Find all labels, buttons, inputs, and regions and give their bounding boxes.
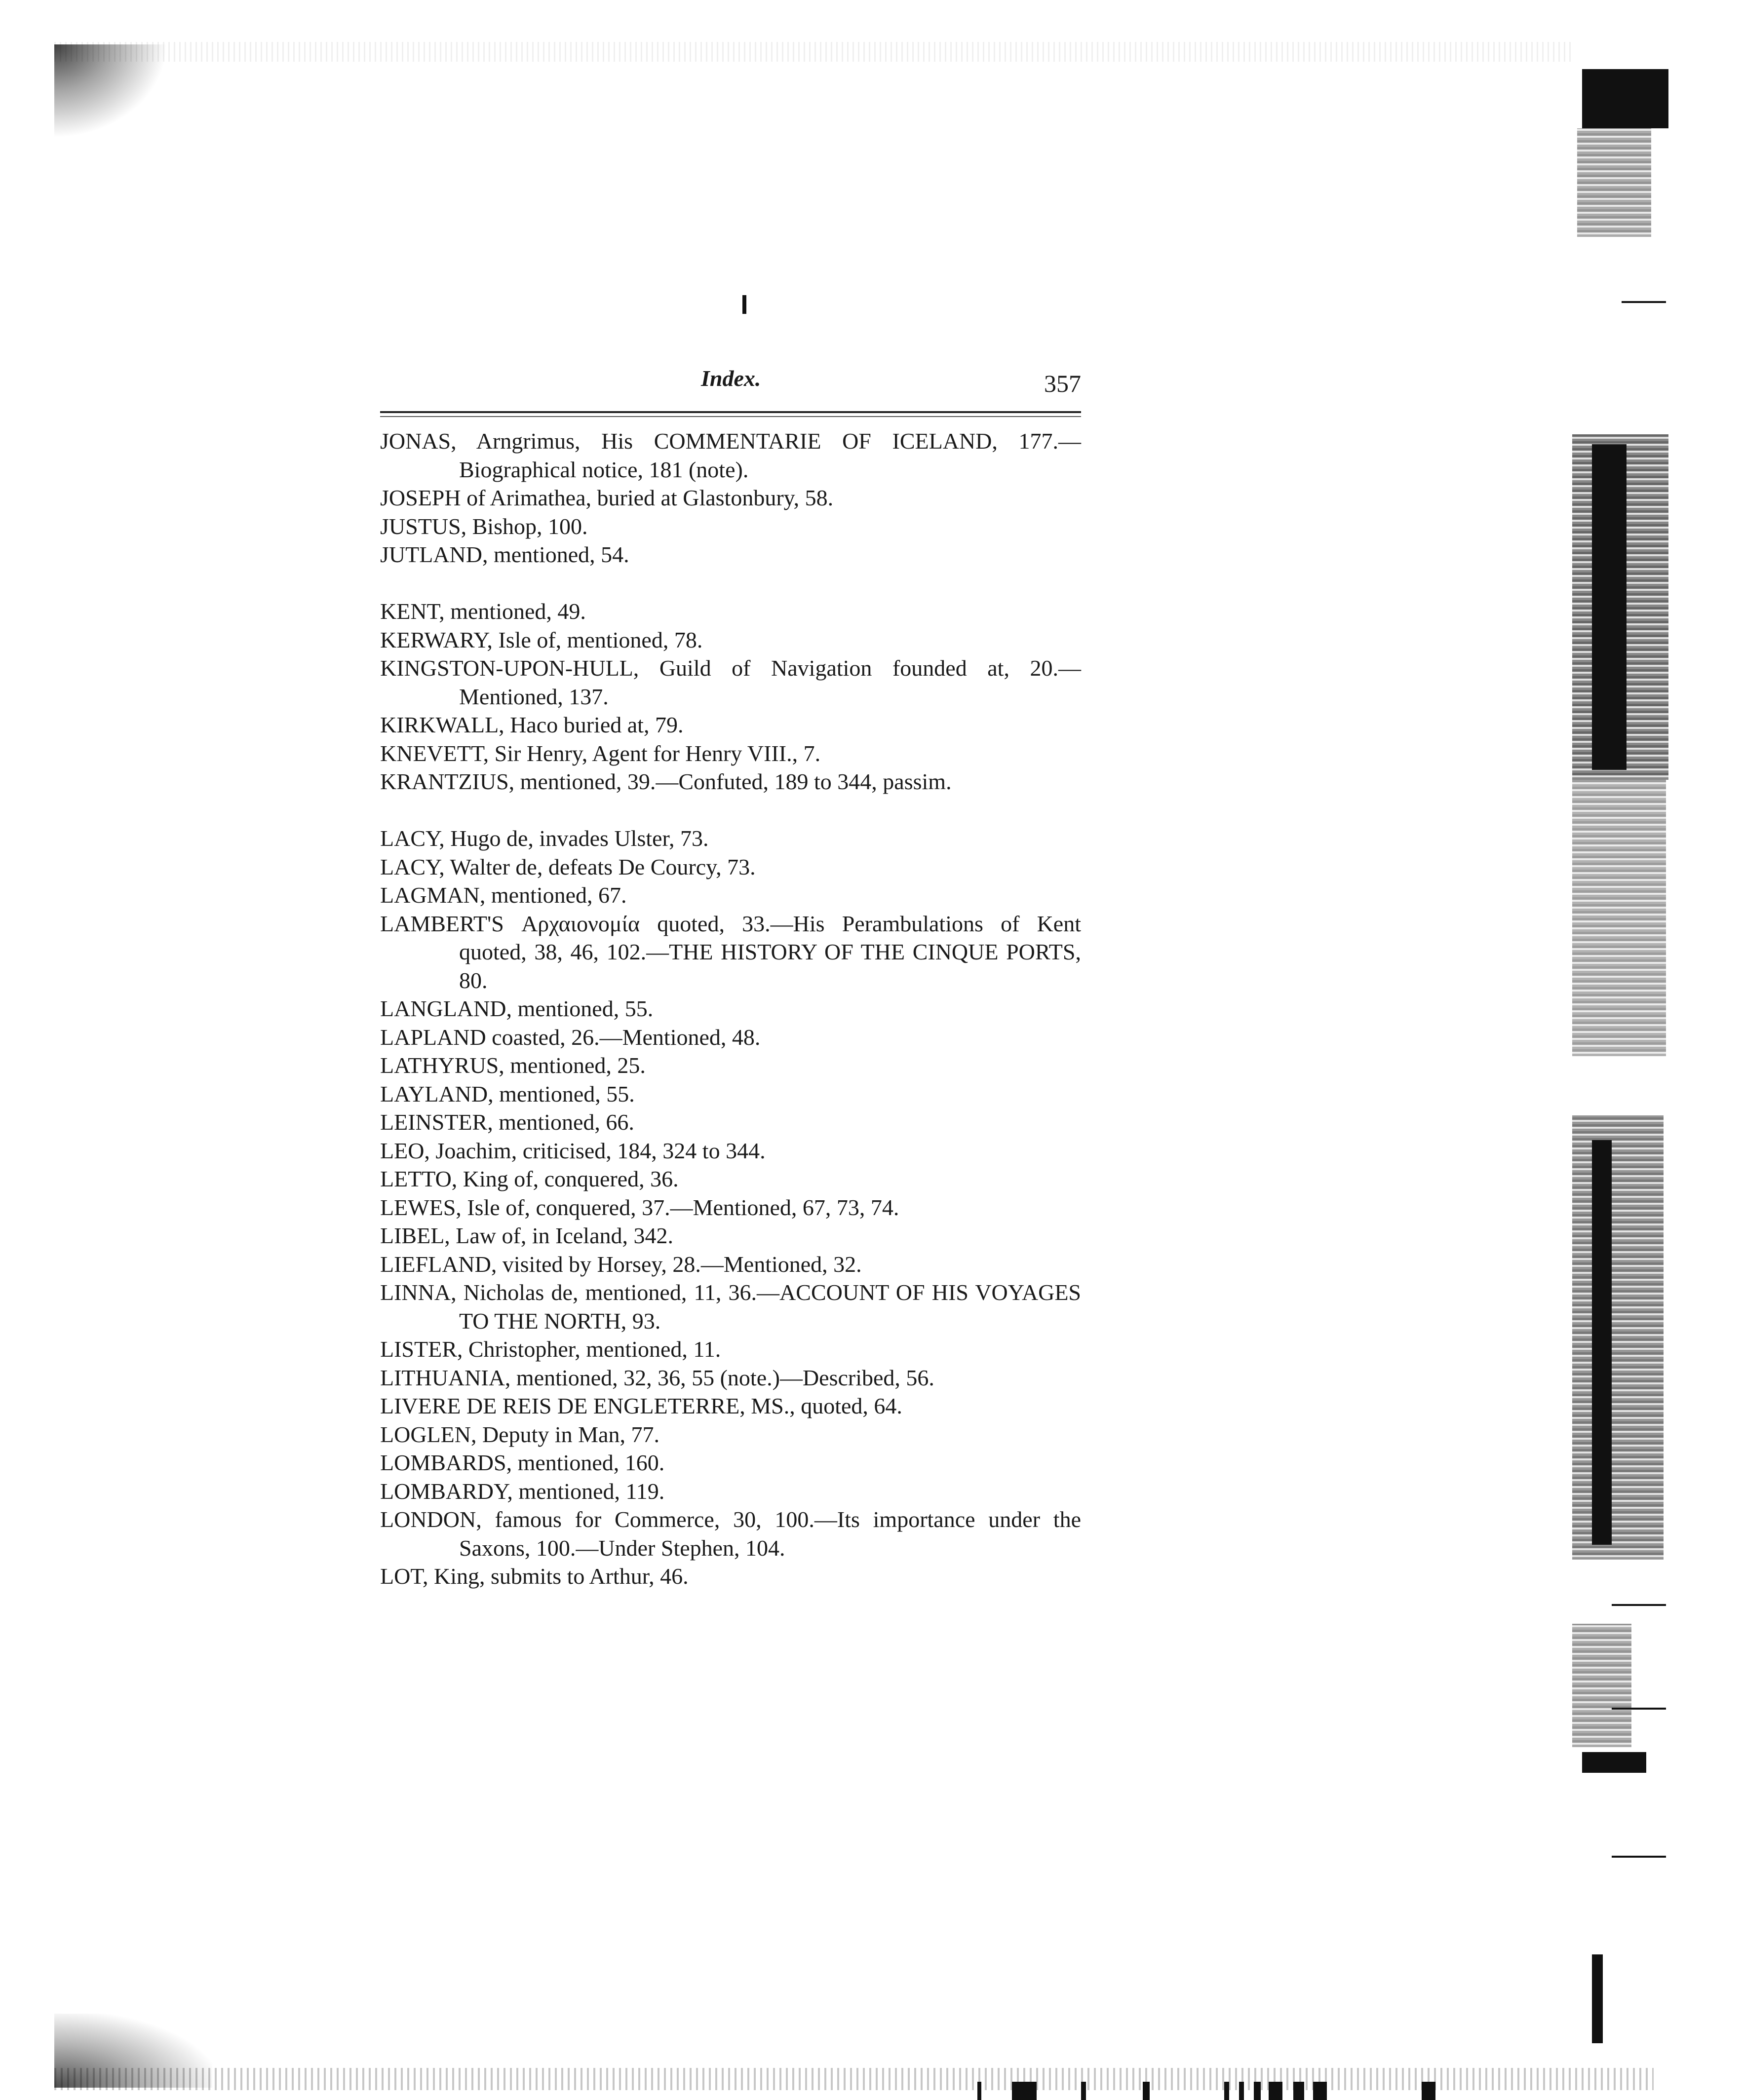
scan-mark bbox=[1313, 2082, 1327, 2100]
index-entry: LAMBERT'S Αρχαιονομία quoted, 33.—His Perambulations of Kent quoted, 38, 46, 102.—THE HISTORY OF THE CINQUE PORTS, 80. bbox=[380, 911, 1081, 993]
index-entry: KNEVETT, Sir Henry, Agent for Henry VIII., 7. bbox=[380, 740, 821, 766]
section-gap bbox=[380, 796, 1081, 825]
index-entry: LEWES, Isle of, conquered, 37.—Mentioned, 67, 73, 74. bbox=[380, 1194, 899, 1220]
index-entry: LANGLAND, mentioned, 55. bbox=[380, 996, 654, 1021]
running-head: Index. bbox=[701, 366, 761, 391]
index-entry: LATHYRUS, mentioned, 25. bbox=[380, 1053, 646, 1078]
scan-block bbox=[1592, 1140, 1612, 1545]
header-rule bbox=[380, 411, 1081, 413]
index-entry: JONAS, Arngrimus, His COMMENTARIE OF ICELAND, 177.—Biographical notice, 181 (note). bbox=[380, 428, 1081, 482]
index-entry: KIRKWALL, Haco buried at, 79. bbox=[380, 712, 684, 737]
scan-mark bbox=[977, 2082, 981, 2100]
index-entry: LEINSTER, mentioned, 66. bbox=[380, 1109, 634, 1135]
index-entry: LOT, King, submits to Arthur, 46. bbox=[380, 1564, 689, 1589]
index-entry: LACY, Walter de, defeats De Courcy, 73. bbox=[380, 854, 756, 879]
index-entry: LINNA, Nicholas de, mentioned, 11, 36.—ACCOUNT OF HIS VOYAGES TO THE NORTH, 93. bbox=[380, 1280, 1081, 1334]
index-entry: KINGSTON-UPON-HULL, Guild of Navigation founded at, 20.—Mentioned, 137. bbox=[380, 655, 1081, 709]
scan-line bbox=[1612, 1708, 1666, 1710]
index-entry: LACY, Hugo de, invades Ulster, 73. bbox=[380, 826, 709, 851]
scan-mark bbox=[1081, 2082, 1086, 2100]
scan-mark bbox=[1293, 2082, 1304, 2100]
scan-marks-bottom bbox=[977, 2082, 1451, 2100]
scan-block bbox=[1592, 444, 1627, 770]
scan-edge-right bbox=[1572, 69, 1671, 2043]
index-entry: LIVERE DE REIS DE ENGLETERRE, MS., quoted, 64. bbox=[380, 1393, 902, 1418]
scan-mark bbox=[1143, 2082, 1150, 2100]
index-entry: LOMBARDS, mentioned, 160. bbox=[380, 1450, 665, 1475]
page-number: 357 bbox=[1044, 370, 1081, 397]
scan-mark bbox=[1224, 2082, 1229, 2100]
index-entry: KENT, mentioned, 49. bbox=[380, 599, 586, 624]
index-entry: LETTO, King of, conquered, 36. bbox=[380, 1166, 679, 1191]
index-entry: JOSEPH of Arimathea, buried at Glastonbury, 58. bbox=[380, 485, 834, 510]
scan-mark bbox=[1012, 2082, 1037, 2100]
index-entry: LONDON, famous for Commerce, 30, 100.—Its importance under the Saxons, 100.—Under Stephen, 104. bbox=[380, 1507, 1081, 1561]
page-header bbox=[380, 360, 1081, 405]
index-entry: LAYLAND, mentioned, 55. bbox=[380, 1081, 635, 1107]
section-gap bbox=[380, 569, 1081, 598]
index-entry: LITHUANIA, mentioned, 32, 36, 55 (note.)—Described, 56. bbox=[380, 1365, 934, 1390]
scan-noise bbox=[1572, 1115, 1664, 1560]
scan-mark bbox=[1239, 2082, 1244, 2100]
scan-block bbox=[1592, 1954, 1603, 2043]
index-entry: KERWARY, Isle of, mentioned, 78. bbox=[380, 627, 703, 652]
index-entry: JUSTUS, Bishop, 100. bbox=[380, 513, 588, 539]
scan-edge-top bbox=[54, 42, 1575, 62]
scan-block bbox=[1582, 1752, 1646, 1773]
scan-mark bbox=[1254, 2082, 1261, 2100]
ink-mark bbox=[742, 295, 746, 314]
scan-mark bbox=[1269, 2082, 1282, 2100]
index-entry: LOMBARDY, mentioned, 119. bbox=[380, 1478, 665, 1504]
index-entry: LAGMAN, mentioned, 67. bbox=[380, 882, 627, 908]
index-entry: KRANTZIUS, mentioned, 39.—Confuted, 189 to 344, passim. bbox=[380, 769, 952, 794]
scan-line bbox=[1612, 1856, 1666, 1858]
scan-block bbox=[1582, 69, 1668, 128]
scan-noise bbox=[1572, 780, 1666, 1056]
index-entry: LEO, Joachim, criticised, 184, 324 to 344. bbox=[380, 1138, 766, 1163]
scan-mark bbox=[1422, 2082, 1435, 2100]
header-rule-thin bbox=[380, 416, 1081, 417]
index-entry: LIEFLAND, visited by Horsey, 28.—Mentioned, 32. bbox=[380, 1251, 862, 1277]
scan-noise bbox=[1577, 128, 1651, 237]
index-entry: LISTER, Christopher, mentioned, 11. bbox=[380, 1336, 721, 1362]
scan-line bbox=[1622, 301, 1666, 303]
index-entry: JUTLAND, mentioned, 54. bbox=[380, 542, 629, 567]
index-entry: LAPLAND coasted, 26.—Mentioned, 48. bbox=[380, 1024, 761, 1050]
scan-noise bbox=[1572, 1624, 1631, 1747]
scan-line bbox=[1612, 1604, 1666, 1606]
index-entry: LOGLEN, Deputy in Man, 77. bbox=[380, 1421, 659, 1447]
index-entry: LIBEL, Law of, in Iceland, 342. bbox=[380, 1223, 673, 1248]
index-list bbox=[380, 427, 1081, 1591]
